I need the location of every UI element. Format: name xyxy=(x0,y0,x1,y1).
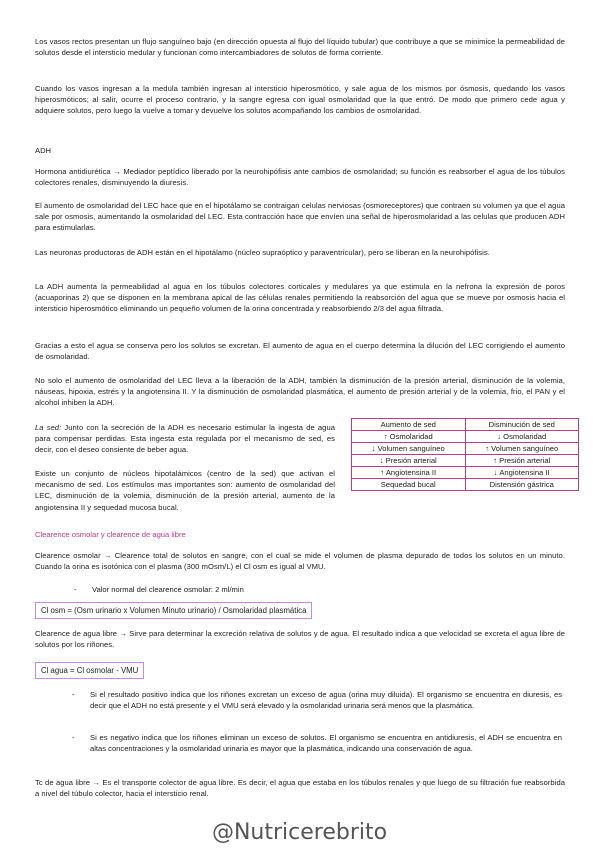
paragraph-clearence-osmolar: Clearence osmolar → Clearence total de solutos en sangre, con el cual se mide el volumen de plasma depurado de todos los solutos en un minuto. Cuando la orina es isotónica con el plasma (300 mOsm/L) el Cl osm es igual al VMU. xyxy=(35,551,565,572)
bullet-positivo xyxy=(72,689,562,711)
paragraph-neuronas: Las neuronas productoras de ADH están en el hipotálamo (núcleo supraóptico y paraventricular), pero se liberan en la neurohipófisis. xyxy=(35,248,490,257)
table-cell: Distensión gástrica xyxy=(465,479,579,491)
bullet-valor-normal xyxy=(74,584,562,595)
bullet-dash: - xyxy=(74,585,77,594)
table-cell: ↑ Osmolaridad xyxy=(352,431,466,443)
table-row xyxy=(352,479,579,491)
watermark: @Nutricerebrito xyxy=(211,820,388,845)
sed-text: Junto con la secreción de la ADH es necesario estimular la ingesta de agua para compensar perdidas. Esta ingesta esta regulada por el mecanismo de sed, es decir, con el deseo consiente de beber agua. xyxy=(35,423,335,455)
table-row xyxy=(352,455,579,467)
bullet-negativo xyxy=(72,732,562,754)
table-header-cell: Aumento de sed xyxy=(352,419,466,431)
formula-cl-osm: Cl osm = (Osm urinario x Volumen Minuto urinario) / Osmolaridad plasmática xyxy=(35,602,312,619)
bullet-text: Valor normal del clearence osmolar: 2 ml/min xyxy=(92,585,244,594)
table-row xyxy=(352,467,579,479)
table-header-cell: Disminución de sed xyxy=(465,419,579,431)
paragraph-agua-libre: Clearence de agua libre → Sirve para determinar la excreción relativa de solutos y de agua. El resultado indica a que velocidad se excreta el agua libre de solutos por los riñones. xyxy=(35,629,565,650)
paragraph-hormona: Hormona antidiurética → Mediador peptídico liberado por la neurohipófisis ante cambios de osmolaridad; su función es reabsorber el agua de los túbulos colectores renales, disminuyendo la diuresis. xyxy=(35,167,565,188)
table-cell: Sequedad bucal xyxy=(352,479,466,491)
bullet-text: Si es negativo indica que los riñones eliminan un exceso de solutos. El organismo se encuentra en antidiuresis, el ADH se encuentra en altas concentraciones y la osmolaridad urinaria es mayor que la plasmática, indicando una conservación de agua. xyxy=(90,733,562,754)
formula-cl-agua: Cl agua = Cl osmolar - VMU xyxy=(35,662,144,679)
paragraph-conservacion: Gracias a esto el agua se conserva pero los solutos se excretan. El aumento de agua en el cuerpo determina la dilución del LEC corrigiendo el aumento de osmolaridad. xyxy=(35,341,565,362)
table-cell: ↓ Osmolaridad xyxy=(465,431,579,443)
heading-clearence: Clearence osmolar y clearence de agua libre xyxy=(35,530,186,539)
paragraph-permeabilidad: La ADH aumenta la permeabilidad al agua en los túbulos colectores corticales y medulares ya que estimula en la nefrona la expresión de poros (acuaporinas 2) que se disponen en la membrana apical de las células renales permitiendo la reabsorción del agua que se mueve por osmosis hacia el intersticio hiperosmótico eliminando un pequeño volumen de la orina concentrada y reabsorbiendo 2/3 del agua filtrada. xyxy=(35,282,565,314)
bullet-dash: - xyxy=(72,690,75,699)
paragraph-osmolaridad-lec: El aumento de osmolaridad del LEC hace que en el hipotálamo se contraigan celulas nerviosas (osmoreceptores) que contraen su volumen ya que el agua sale por osmosis, aumentando la osmolaridad del LEC. Esta contracción hace que envíen una señal de hiperosmolaridad a las celulas que producen ADH para estimularlas. xyxy=(35,201,565,233)
paragraph-tc-agua-libre: Tc de agua libre → Es el transporte colector de agua libre. Es decir, el agua que estaba en los túbulos renales y que luego de su filtración fue reabsorbida a nivel del túbulo colector, hacia el intersticio renal. xyxy=(35,778,565,799)
table-cell: ↓ Angiotensina II xyxy=(465,467,579,479)
heading-adh: ADH xyxy=(35,146,52,155)
sed-table xyxy=(351,418,579,491)
table-cell: ↑ Presión arterial xyxy=(465,455,579,467)
table-cell: ↑ Angiotensina II xyxy=(352,467,466,479)
table-row xyxy=(352,443,579,455)
table-row xyxy=(352,431,579,443)
table-cell: ↓ Volumen sanguíneo xyxy=(352,443,466,455)
bullet-dash: - xyxy=(72,733,75,742)
table-cell: ↓ Presión arterial xyxy=(352,455,466,467)
paragraph-liberacion: No solo el aumento de osmolaridad del LEC lleva a la liberación de la ADH, también la disminución de la presión arterial, disminución de la volemia, náuseas, hipoxia, estrés y la angiotensina II. Y la disminución de osmolaridad plasmática, el aumento de presión arterial y de la volemia, frio, el PAN y el alcohol inhiben la ADH. xyxy=(35,376,565,408)
bullet-text: Si el resultado positivo indica que los riñones excretan un exceso de agua (orina muy diluida). El organismo se encuentra en diuresis, es decir que el ADH no está presente y el VMU será elevado y la osmolaridad urinaria será menos que la plasmática. xyxy=(90,690,562,711)
table-cell: ↑ Volumen sanguíneo xyxy=(465,443,579,455)
paragraph-sed xyxy=(35,422,335,456)
paragraph-medula: Cuando los vasos ingresan a la medula también ingresan al intersticio hiperosmótico, y sale agua de los mismos por ósmosis, quedando los vasos hiperosmóticos; al salir, ocurre el proceso contrario, y la sangre egresa con igual osmolaridad que la que entró. De modo que primero cede agua y adquiere solutos, pero luego la vuelve a tomar y devuelve los solutos acompañando los cambios de osmolaridad. xyxy=(35,84,565,116)
table-header-row xyxy=(352,419,579,431)
paragraph-vasos-rectos: Los vasos rectos presentan un flujo sanguíneo bajo (en dirección opuesta al flujo del líquido tubular) que contribuye a que se minimice la permeabilidad de solutos desde el intersticio medular y funcionan como intercambiadores de solutos de forma corriente. xyxy=(35,37,565,58)
paragraph-centro-sed: Existe un conjunto de núcleos hipotalámicos (centro de la sed) que activan el mecanismo de sed. Los estímulos mas importantes son: aumento de osmolaridad del LEC, disminución de la volemia, disminución de la presión arterial, aumento de la angiotensina II y sequedad mucosa bucal. xyxy=(35,469,335,512)
sed-lead: La sed: xyxy=(35,423,62,432)
